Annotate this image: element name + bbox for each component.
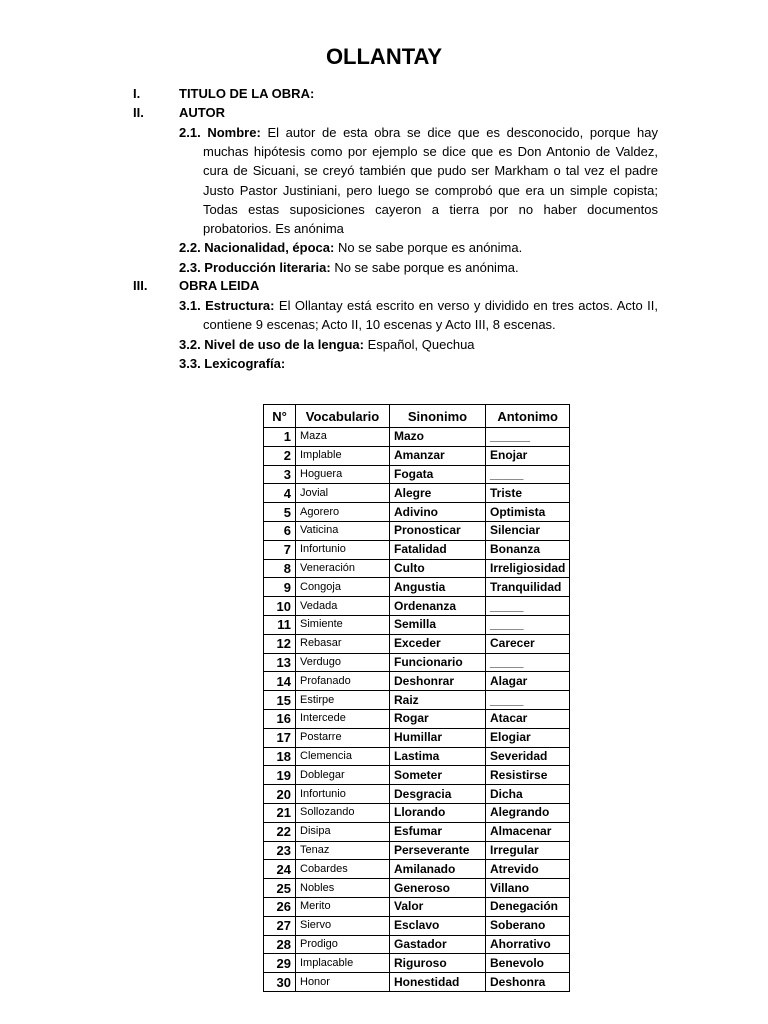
table-header-row — [264, 405, 570, 428]
table-row — [264, 615, 570, 634]
row-number: 12 — [264, 634, 296, 653]
row-number: 13 — [264, 653, 296, 672]
row-sinonimo: Adivino — [390, 503, 486, 522]
table-row — [264, 916, 570, 935]
item-label: 2.3. Producción literaria: — [179, 260, 331, 275]
row-number: 25 — [264, 879, 296, 898]
row-sinonimo: Amanzar — [390, 446, 486, 465]
item-nombre — [179, 123, 658, 238]
row-vocabulario: Infortunio — [296, 785, 390, 804]
item-text: Español, Quechua — [363, 337, 475, 352]
item-text: No se sabe porque es anónima. — [330, 260, 519, 275]
row-antonimo: Alegrando — [486, 803, 570, 822]
item-text: No se sabe porque es anónima. — [334, 240, 523, 255]
row-antonimo: Elogiar — [486, 728, 570, 747]
row-vocabulario: Agorero — [296, 503, 390, 522]
row-antonimo: ______ — [486, 428, 570, 447]
item-text: El autor de esta obra se dice que es desconocido, porque hay muchas hipótesis como por ejemplo se dice que es Don Antonio de Valdez, cura de Sicuani, se creyó también que pudo ser Markham o tal vez el padre Justo Pastor Justiniani, pero luego se comprobó que era un simple copista; Todas estas suposiciones cayeron a tierra por no haber documentos probatorios. Es anónima — [203, 125, 658, 237]
row-sinonimo: Valor — [390, 897, 486, 916]
row-antonimo: _____ — [486, 653, 570, 672]
row-number: 9 — [264, 578, 296, 597]
row-vocabulario: Siervo — [296, 916, 390, 935]
row-antonimo: Severidad — [486, 747, 570, 766]
row-antonimo: Almacenar — [486, 822, 570, 841]
row-vocabulario: Hoguera — [296, 465, 390, 484]
row-antonimo: _____ — [486, 691, 570, 710]
row-number: 10 — [264, 597, 296, 616]
row-antonimo: Soberano — [486, 916, 570, 935]
table-row — [264, 691, 570, 710]
row-antonimo: Irregular — [486, 841, 570, 860]
row-number: 26 — [264, 897, 296, 916]
row-vocabulario: Prodigo — [296, 935, 390, 954]
row-vocabulario: Profanado — [296, 672, 390, 691]
row-sinonimo: Perseverante — [390, 841, 486, 860]
table-body — [264, 428, 570, 992]
row-sinonimo: Fatalidad — [390, 540, 486, 559]
row-number: 21 — [264, 803, 296, 822]
item-nacionalidad — [179, 238, 658, 257]
row-vocabulario: Disipa — [296, 822, 390, 841]
row-antonimo: Ahorrativo — [486, 935, 570, 954]
table-row — [264, 822, 570, 841]
row-sinonimo: Generoso — [390, 879, 486, 898]
table-row — [264, 879, 570, 898]
table-row — [264, 540, 570, 559]
row-antonimo: Atacar — [486, 709, 570, 728]
row-antonimo: Silenciar — [486, 521, 570, 540]
row-sinonimo: Raiz — [390, 691, 486, 710]
item-label: 2.1. Nombre: — [179, 125, 261, 140]
row-vocabulario: Nobles — [296, 879, 390, 898]
row-number: 29 — [264, 954, 296, 973]
row-number: 22 — [264, 822, 296, 841]
row-vocabulario: Jovial — [296, 484, 390, 503]
table-row — [264, 841, 570, 860]
row-number: 14 — [264, 672, 296, 691]
row-sinonimo: Esclavo — [390, 916, 486, 935]
table-row — [264, 954, 570, 973]
row-number: 30 — [264, 973, 296, 992]
row-vocabulario: Implable — [296, 446, 390, 465]
row-vocabulario: Cobardes — [296, 860, 390, 879]
row-antonimo: Bonanza — [486, 540, 570, 559]
row-vocabulario: Doblegar — [296, 766, 390, 785]
row-sinonimo: Humillar — [390, 728, 486, 747]
row-sinonimo: Mazo — [390, 428, 486, 447]
row-sinonimo: Rogar — [390, 709, 486, 728]
table-row — [264, 559, 570, 578]
row-vocabulario: Veneración — [296, 559, 390, 578]
row-antonimo: _____ — [486, 597, 570, 616]
item-label: 3.3. Lexicografía: — [179, 356, 286, 371]
row-vocabulario: Vedada — [296, 597, 390, 616]
table-row — [264, 935, 570, 954]
row-antonimo: Carecer — [486, 634, 570, 653]
table-row — [264, 728, 570, 747]
row-antonimo: Dicha — [486, 785, 570, 804]
item-lexicografia — [179, 354, 658, 373]
row-number: 23 — [264, 841, 296, 860]
vocabulary-table — [263, 404, 570, 992]
row-sinonimo: Esfumar — [390, 822, 486, 841]
row-vocabulario: Merito — [296, 897, 390, 916]
section-heading: AUTOR — [179, 105, 225, 120]
row-vocabulario: Maza — [296, 428, 390, 447]
item-produccion — [179, 258, 658, 277]
row-antonimo: Alagar — [486, 672, 570, 691]
row-vocabulario: Congoja — [296, 578, 390, 597]
row-antonimo: Resistirse — [486, 766, 570, 785]
section-heading: TITULO DE LA OBRA: — [179, 86, 315, 101]
row-sinonimo: Llorando — [390, 803, 486, 822]
row-vocabulario: Estirpe — [296, 691, 390, 710]
row-sinonimo: Fogata — [390, 465, 486, 484]
row-vocabulario: Vaticina — [296, 521, 390, 540]
table-row — [264, 465, 570, 484]
row-number: 8 — [264, 559, 296, 578]
table-row — [264, 578, 570, 597]
item-nivel-lengua — [179, 335, 658, 354]
row-sinonimo: Ordenanza — [390, 597, 486, 616]
header-antonimo: Antonimo — [486, 405, 570, 428]
row-sinonimo: Desgracia — [390, 785, 486, 804]
row-number: 3 — [264, 465, 296, 484]
table-row — [264, 766, 570, 785]
row-number: 24 — [264, 860, 296, 879]
row-vocabulario: Intercede — [296, 709, 390, 728]
row-antonimo: Benevolo — [486, 954, 570, 973]
row-number: 17 — [264, 728, 296, 747]
section-number: II. — [133, 105, 144, 120]
header-number: N° — [264, 405, 296, 428]
table-row — [264, 973, 570, 992]
item-text: El Ollantay está escrito en verso y dividido en tres actos. Acto II, contiene 9 escenas; Acto II, 10 escenas y Acto III, 8 escenas. — [203, 298, 658, 333]
row-sinonimo: Someter — [390, 766, 486, 785]
row-vocabulario: Sollozando — [296, 803, 390, 822]
row-antonimo: Optimista — [486, 503, 570, 522]
row-number: 15 — [264, 691, 296, 710]
item-estructura — [179, 296, 658, 334]
row-antonimo: Villano — [486, 879, 570, 898]
row-number: 6 — [264, 521, 296, 540]
row-vocabulario: Verdugo — [296, 653, 390, 672]
row-sinonimo: Honestidad — [390, 973, 486, 992]
row-sinonimo: Pronosticar — [390, 521, 486, 540]
table-row — [264, 484, 570, 503]
table-row — [264, 785, 570, 804]
row-number: 28 — [264, 935, 296, 954]
row-antonimo: Enojar — [486, 446, 570, 465]
row-sinonimo: Exceder — [390, 634, 486, 653]
row-number: 1 — [264, 428, 296, 447]
row-sinonimo: Alegre — [390, 484, 486, 503]
row-vocabulario: Clemencia — [296, 747, 390, 766]
row-vocabulario: Rebasar — [296, 634, 390, 653]
row-number: 2 — [264, 446, 296, 465]
row-sinonimo: Angustia — [390, 578, 486, 597]
row-number: 5 — [264, 503, 296, 522]
table-row — [264, 897, 570, 916]
row-vocabulario: Honor — [296, 973, 390, 992]
table-row — [264, 672, 570, 691]
row-antonimo: Tranquilidad — [486, 578, 570, 597]
table-row — [264, 803, 570, 822]
table-row — [264, 860, 570, 879]
row-number: 20 — [264, 785, 296, 804]
item-label: 3.1. Estructura: — [179, 298, 275, 313]
table-row — [264, 709, 570, 728]
row-antonimo: Triste — [486, 484, 570, 503]
row-vocabulario: Infortunio — [296, 540, 390, 559]
row-antonimo: Atrevido — [486, 860, 570, 879]
row-sinonimo: Semilla — [390, 615, 486, 634]
row-vocabulario: Tenaz — [296, 841, 390, 860]
table-row — [264, 446, 570, 465]
row-sinonimo: Deshonrar — [390, 672, 486, 691]
table-row — [264, 428, 570, 447]
row-number: 7 — [264, 540, 296, 559]
row-number: 11 — [264, 615, 296, 634]
row-antonimo: Irreligiosidad — [486, 559, 570, 578]
section-number: III. — [133, 278, 148, 293]
section-number: I. — [133, 86, 141, 101]
row-vocabulario: Postarre — [296, 728, 390, 747]
row-antonimo: Denegación — [486, 897, 570, 916]
row-antonimo: Deshonra — [486, 973, 570, 992]
row-sinonimo: Funcionario — [390, 653, 486, 672]
row-vocabulario: Implacable — [296, 954, 390, 973]
row-sinonimo: Lastima — [390, 747, 486, 766]
section-heading: OBRA LEIDA — [179, 278, 260, 293]
item-label: 3.2. Nivel de uso de la lengua: — [179, 337, 364, 352]
row-sinonimo: Culto — [390, 559, 486, 578]
row-sinonimo: Amilanado — [390, 860, 486, 879]
item-label: 2.2. Nacionalidad, época: — [179, 240, 335, 255]
table-row — [264, 503, 570, 522]
table-row — [264, 747, 570, 766]
row-number: 18 — [264, 747, 296, 766]
row-sinonimo: Gastador — [390, 935, 486, 954]
row-number: 4 — [264, 484, 296, 503]
document-title: OLLANTAY — [325, 44, 443, 69]
row-sinonimo: Riguroso — [390, 954, 486, 973]
table-row — [264, 634, 570, 653]
header-vocabulario: Vocabulario — [296, 405, 390, 428]
table-row — [264, 521, 570, 540]
row-number: 19 — [264, 766, 296, 785]
table-row — [264, 653, 570, 672]
row-antonimo: _____ — [486, 615, 570, 634]
row-antonimo: _____ — [486, 465, 570, 484]
table-row — [264, 597, 570, 616]
header-sinonimo: Sinonimo — [390, 405, 486, 428]
row-vocabulario: Simiente — [296, 615, 390, 634]
row-number: 16 — [264, 709, 296, 728]
row-number: 27 — [264, 916, 296, 935]
